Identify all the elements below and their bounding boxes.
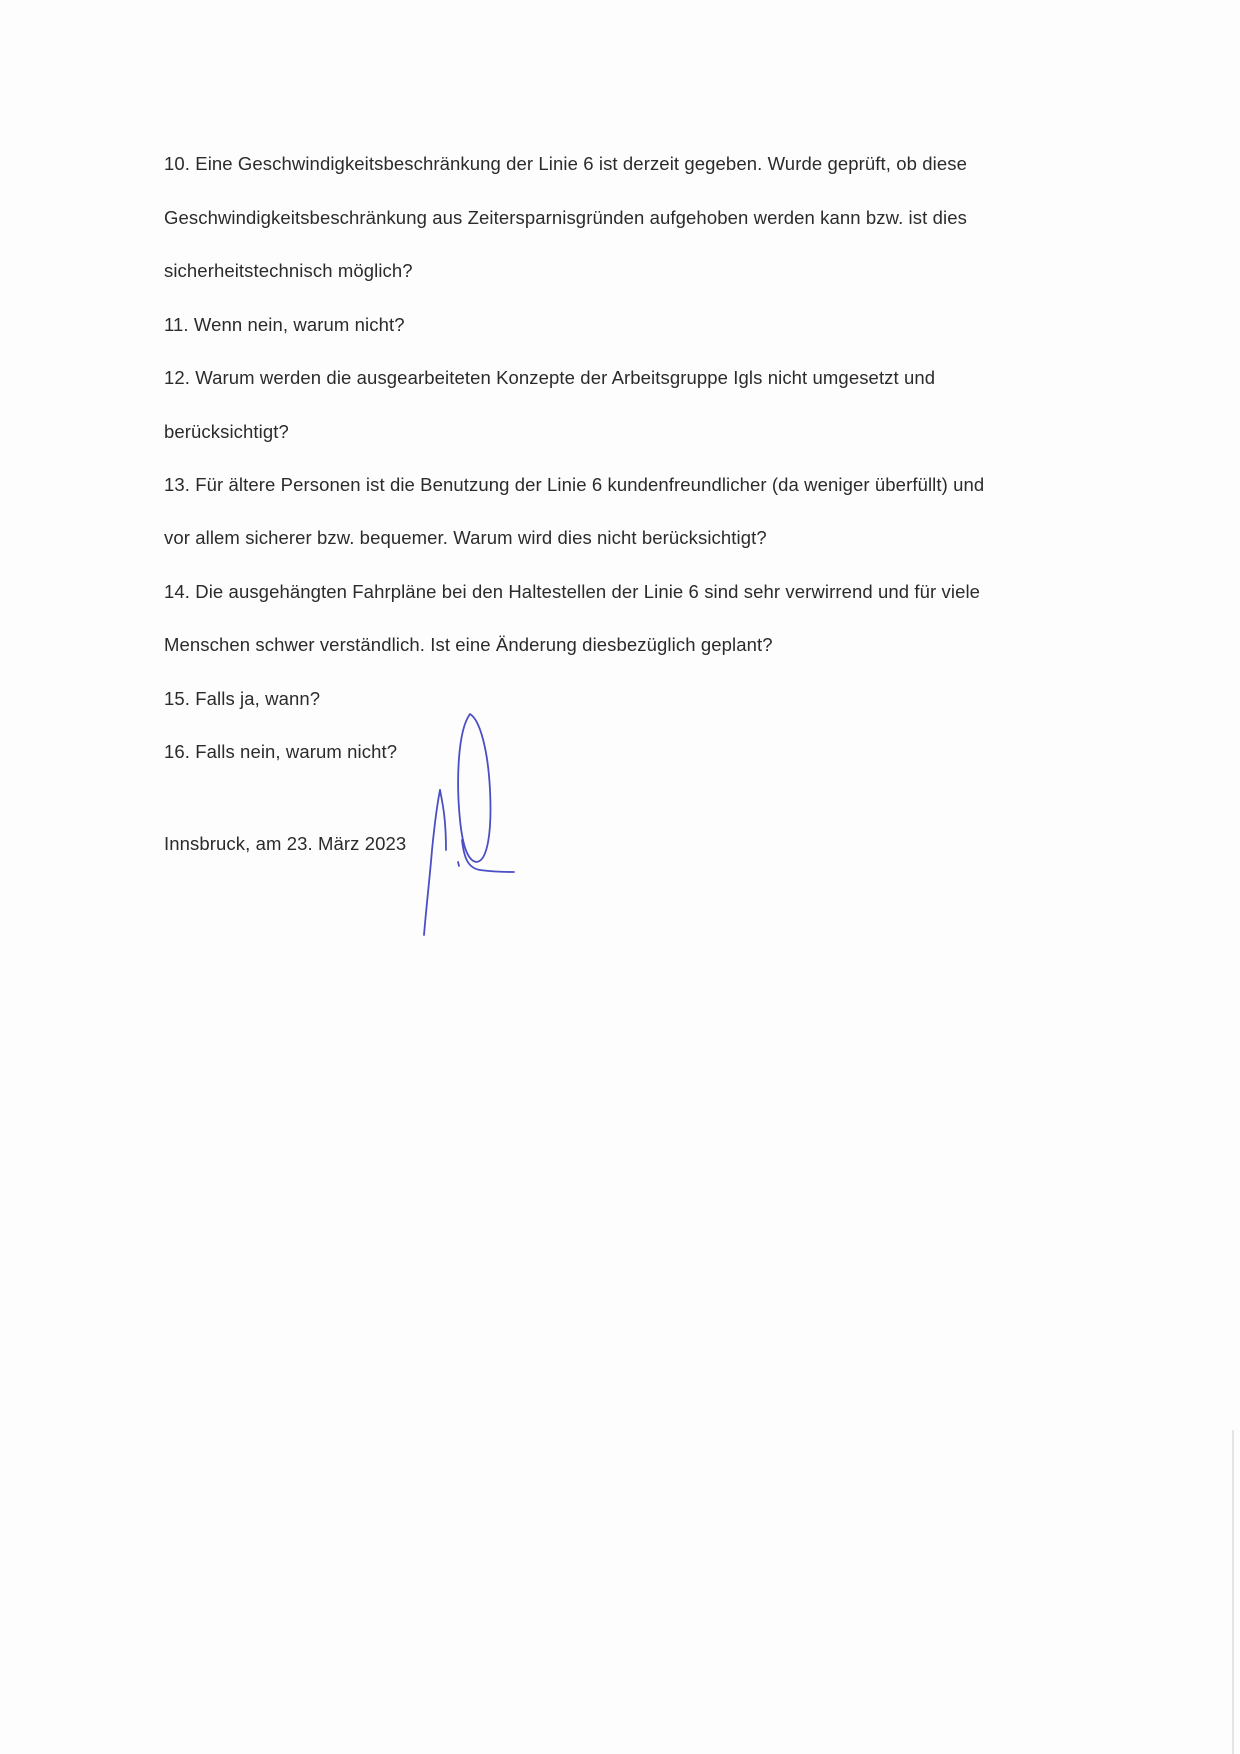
question-15: 15. Falls ja, wann? — [164, 688, 321, 709]
question-14-line-2: Menschen schwer verständlich. Ist eine Änderung diesbezüglich geplant? — [164, 634, 773, 655]
scan-edge-mark — [1232, 1430, 1234, 1754]
signature-strokes — [424, 714, 514, 935]
place-and-date: Innsbruck, am 23. März 2023 — [164, 833, 407, 854]
question-10-line-2: Geschwindigkeitsbeschränkung aus Zeitersparnisgründen aufgehoben werden kann bzw. ist dies — [164, 207, 967, 228]
question-10-line-1: 10. Eine Geschwindigkeitsbeschränkung der Linie 6 ist derzeit gegeben. Wurde geprüft, ob diese — [164, 153, 967, 174]
handwritten-signature — [410, 710, 520, 950]
question-10-line-3: sicherheitstechnisch möglich? — [164, 260, 413, 281]
question-13-line-1: 13. Für ältere Personen ist die Benutzung der Linie 6 kundenfreundlicher (da weniger überfüllt) und — [164, 474, 985, 495]
question-16: 16. Falls nein, warum nicht? — [164, 741, 398, 762]
question-12-line-1: 12. Warum werden die ausgearbeiteten Konzepte der Arbeitsgruppe Igls nicht umgesetzt und — [164, 367, 936, 388]
question-13-line-2: vor allem sicherer bzw. bequemer. Warum wird dies nicht berücksichtigt? — [164, 527, 767, 548]
question-14-line-1: 14. Die ausgehängten Fahrpläne bei den Haltestellen der Linie 6 sind sehr verwirrend und für viele — [164, 581, 981, 602]
question-12-line-2: berücksichtigt? — [164, 421, 289, 442]
question-11: 11. Wenn nein, warum nicht? — [164, 314, 405, 335]
